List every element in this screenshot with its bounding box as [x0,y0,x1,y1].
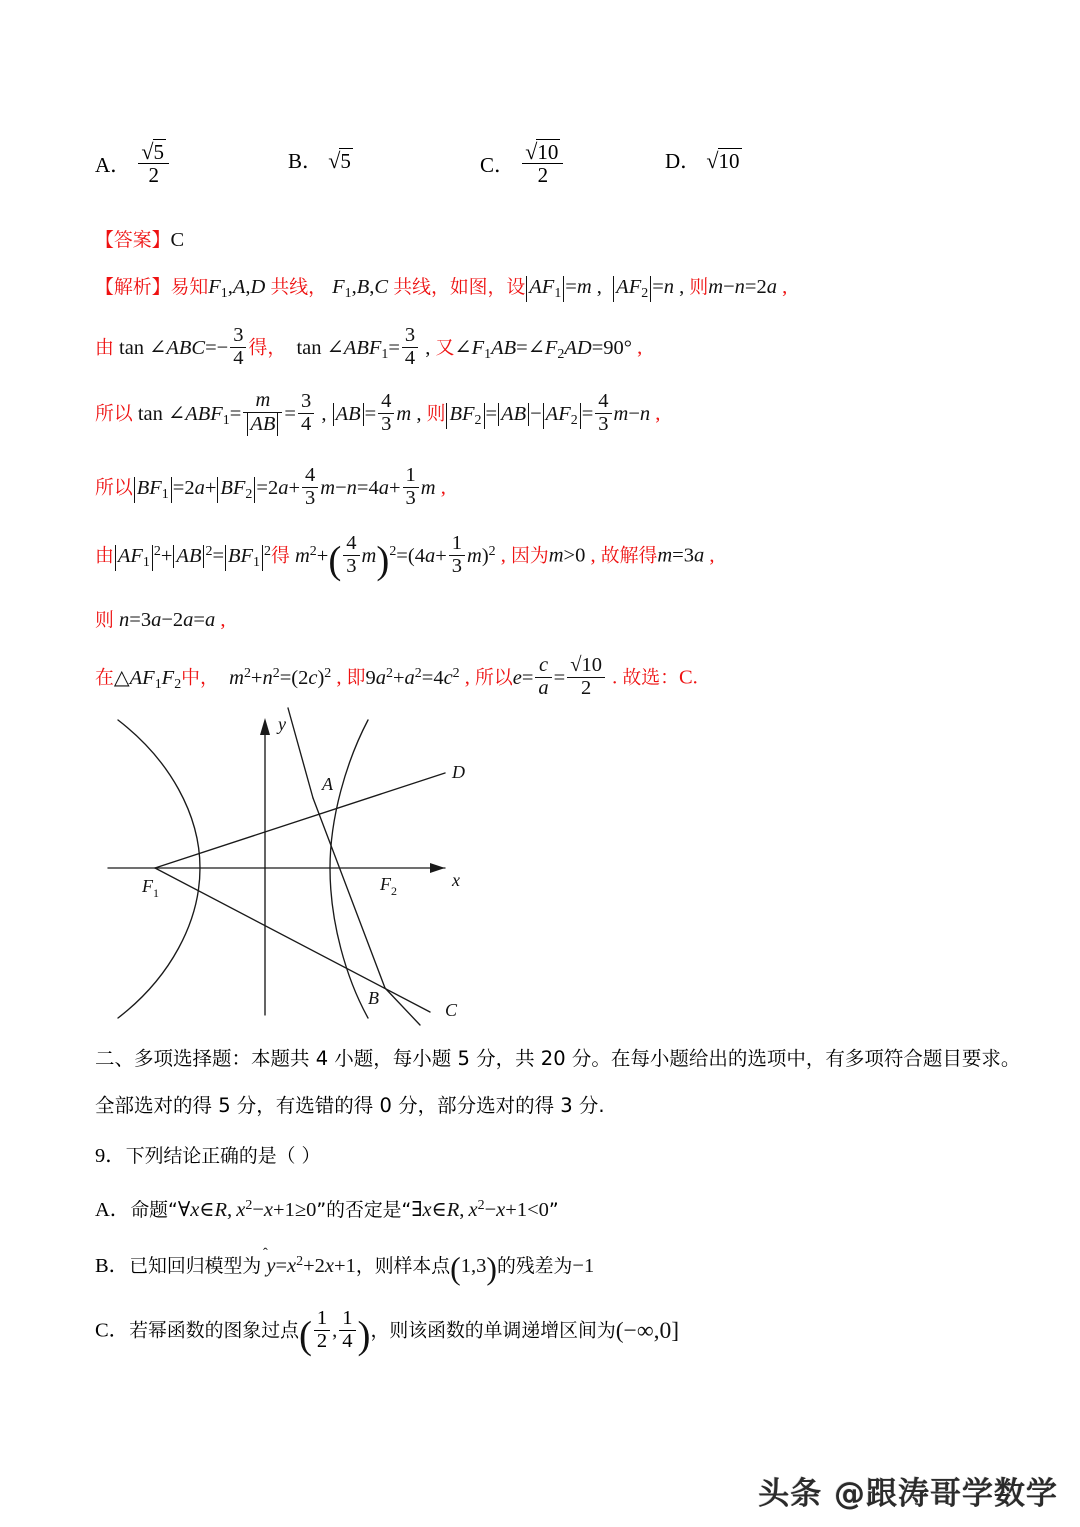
word-guxuan: 故选： [622,666,679,689]
label-b: B [368,988,379,1008]
option-c-value: $\frac{√10}{2}$ [520,140,565,186]
option-d-radicand: 10 [718,149,740,173]
q9-option-c-part1: 若幂函数的图象过点 [129,1319,299,1342]
analysis-line-3: 所以 tan ∠ABF1= $\frac{m}{AB}$ = $\frac{3}{4}$ , AB = $\frac{4}{3}$ m , 则 BF2 = AB − AF2 = $\frac{4}{3}$ m−n , [95,389,661,435]
word-zai: 在 [95,666,114,689]
analysis-line-7: 在△AF1F2中， $m^2+n^2=(2c)^2$ , 即$9a^2+a^2=4c^2$ , 所以e= $\frac{c}{a}$ = $\frac{√10}{2}$ . 故选：C. [95,654,698,699]
option-b [288,145,353,175]
option-a-denominator: 2 [138,163,169,186]
option-c [480,140,565,186]
word-gujiede: 故解得 [600,544,658,567]
q9-option-b-label: B． [95,1255,130,1277]
option-b-value: √5 [328,148,351,173]
line-ab-extension-top [288,708,313,798]
option-c-label: C． [480,153,516,178]
option-d-label: D． [665,149,702,173]
word-ji: 即 [346,666,366,689]
q9-option-b: B．已知回归模型为 y $=x^2+2x+1$，则样本点(1,3)的残差为−1 [95,1250,595,1286]
watermark: 头条 @跟涛哥学数学 [758,1476,1058,1512]
section-heading-line-1: 二、多项选择题：本题共 4 小题，每小题 5 分，共 20 分。在每小题给出的选项中，有多项符合题目要求。 [95,1047,1021,1070]
q9-option-a-part2: ”的否定是“ [316,1199,412,1221]
line-ab-extension-bottom [385,988,420,1025]
q9-option-a-part1: 命题“ [130,1199,178,1221]
answer-line [95,225,184,252]
analysis-line-5: 由 $AF1^2+$ AB $^2= BF1^2$得 $m^2+$( $\frac{4}{3}$ m)$^2$=(4a+ $\frac{1}{3}$ m)$^2$ , 因为m>0 , 故解得m=3a , [95,532,715,583]
word-ze-2: 则 [426,402,446,425]
q9-option-b-part2: ，则样本点 [355,1255,451,1277]
word-ze-1: 则 [689,276,709,298]
word-de-1: 得， [248,336,287,359]
q9-option-c: C．若幂函数的图象过点( $\frac{1}{2}$ , $\frac{1}{4}$ )，则该函数的单调递增区间为(−∞,0] [95,1307,680,1358]
q9-option-b-value: −1 [572,1255,595,1277]
q9-option-a-part3: ” [548,1199,559,1221]
label-f2: $F_2$ [380,874,397,898]
final-answer: C [678,666,693,689]
hyperbola-figure [100,700,500,1030]
label-a: A [322,774,333,794]
q9-c-interval: (−∞,0] [615,1318,680,1345]
hyperbola-diagram-svg [100,700,500,1030]
option-b-radicand: 5 [340,149,351,173]
word-gongxian-2: 共线， [393,276,450,298]
label-f1: $F_1$ [142,876,159,900]
word-suoyi-2: 所以 [95,476,133,499]
answer-value: C [170,229,185,251]
word-yizhi: 易知 [170,276,209,298]
analysis-line-6: 则 n=3a−2a=a , [95,609,226,631]
word-ze-3: 则 [95,609,114,631]
q9-c-point-den-2: 4 [339,1330,355,1353]
word-suoyi-1: 所以 [95,402,133,425]
q9-option-b-part3: 的残差为 [496,1255,573,1277]
hyperbola-left-branch [118,720,200,1018]
word-gongxian-1: 共线， [270,276,327,298]
option-b-label: B． [288,149,324,173]
analysis-tag: 【解析】 [95,276,171,298]
q9-c-point-num-1: 1 [316,1307,328,1329]
q9-option-a-quantifier-1: ∀ [177,1199,191,1221]
word-yinwei: 因为 [510,544,549,567]
analysis-line-1: 【解析】易知F1,A,D 共线， F1,B,C 共线，如图，设 AF1 =m , AF2 =n , 则m−n=2a , [95,276,788,301]
word-dezi: 得 [270,544,290,567]
word-zhong: 中， [181,666,219,689]
q9-c-point-num-2: 1 [342,1307,353,1329]
word-suoyi-3: 所以 [475,666,513,689]
q9-option-a-label: A． [95,1199,131,1221]
word-you-again: 又 [435,336,455,359]
word-you-1: 由 [95,336,114,359]
x-axis-arrow [430,863,445,873]
option-a-radicand: 5 [153,140,165,164]
label-d: D [452,762,465,782]
label-c: C [445,1000,458,1020]
line-f1-a-d [155,773,445,868]
option-c-denominator: 2 [522,163,563,186]
q9-option-a-quantifier-2: ∃ [411,1199,423,1221]
q9-option-b-part1: 已知回归模型为 [129,1255,262,1277]
line-a-b [313,798,385,988]
option-a-label: A． [95,153,132,178]
q9-option-c-label: C． [95,1319,130,1342]
word-she: 设 [506,276,526,298]
option-c-radicand: 10 [537,140,559,164]
label-x-axis: x [452,870,460,890]
y-axis-arrow [260,718,270,735]
answer-tag: 【答案】 [95,229,171,251]
q9-option-a: A．命题“∀x∈R, $x^2-x+1\ge 0$”的否定是“∃x∈R, $x^2-x+1<0$” [95,1197,559,1221]
q9-option-c-part2: ，则该函数的单调递增区间为 [370,1319,616,1342]
analysis-line-4: 所以 BF1 =2a+ BF2 =2a+ $\frac{4}{3}$ m−n=4a+ $\frac{1}{3}$ m , [95,464,446,509]
label-y-axis: y [278,714,286,734]
option-d-value: √10 [706,148,740,173]
analysis-line-2: 由 tan ∠ABC=− $\frac{3}{4}$ 得， tan ∠ABF1= $\frac{3}{4}$ , 又∠F1AB=∠F2AD=90° , [95,324,643,369]
question-9-number: 9． [95,1145,126,1167]
word-rutu: 如图， [449,276,507,298]
question-9-text: 下列结论正确的是（ ） [125,1145,321,1167]
q9-c-point-den-1: 2 [314,1330,330,1353]
section-heading-line-2: 全部选对的得 5 分，有选错的得 0 分，部分选对的得 3 分. [95,1094,605,1117]
question-9-stem [95,1138,320,1168]
word-you-2: 由 [95,544,114,567]
option-d [665,145,742,175]
hyperbola-right-branch [330,720,368,1018]
option-a-value: $\frac{√5}{2}$ [136,140,171,186]
option-a [95,140,171,186]
